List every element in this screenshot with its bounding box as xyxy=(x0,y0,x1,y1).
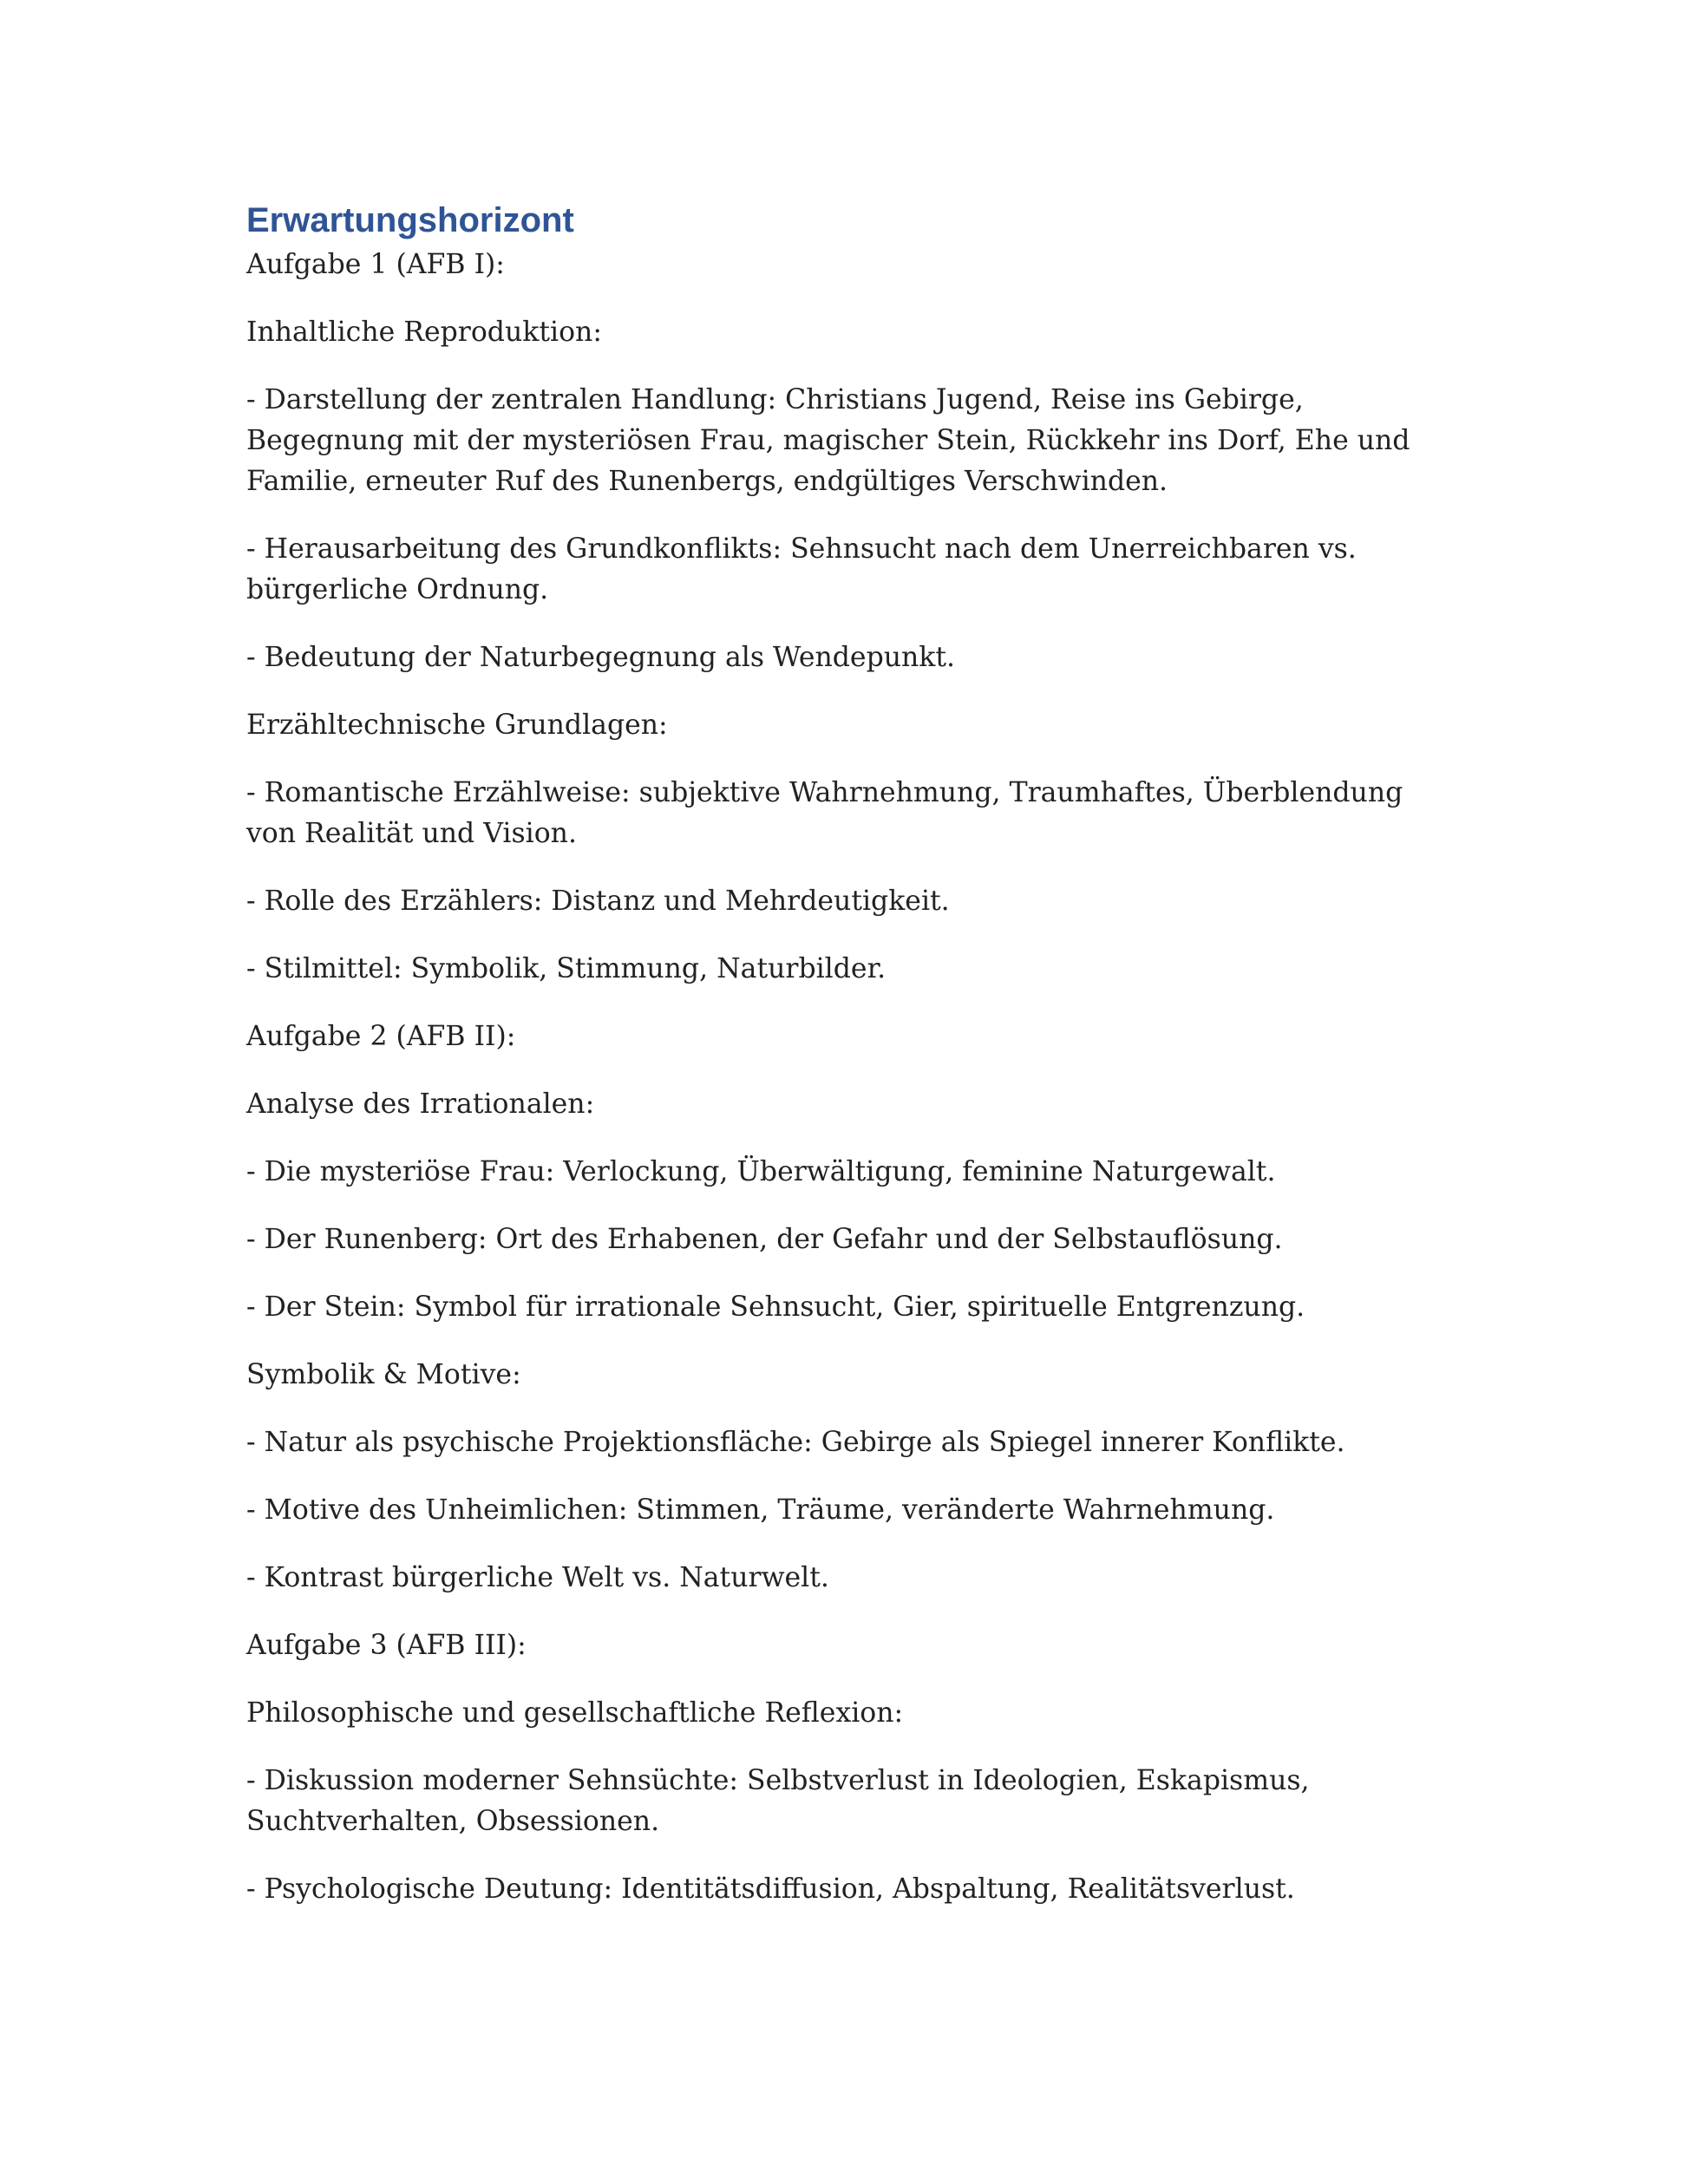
paragraph-symbolism-motifs: Symbolik & Motive: xyxy=(246,1359,521,1390)
paragraph-uncanny-motifs: - Motive des Unheimlichen: Stimmen, Träume, veränderte Wahrnehmung. xyxy=(246,1494,1275,1526)
paragraph-modern-longings: - Diskussion moderner Sehnsüchte: Selbstverlust in Ideologien, Eskapismus, Suchtverhalten, Obsessionen. xyxy=(246,1765,1310,1837)
paragraph-psychological-interpretation: - Psychologische Deutung: Identitätsdiffusion, Abspaltung, Realitätsverlust. xyxy=(246,1873,1295,1905)
paragraph-mysterious-woman: - Die mysteriöse Frau: Verlockung, Überwältigung, feminine Naturgewalt. xyxy=(246,1156,1276,1187)
paragraph-plot-summary: - Darstellung der zentralen Handlung: Christians Jugend, Reise ins Gebirge, Begegnung mit der mysteriösen Frau, magischer Stein, Rückkehr ins Dorf, Ehe und Familie, erneuter Ruf des Runenbergs, endgültiges Verschwinden. xyxy=(246,384,1410,497)
paragraph-task2-title: Aufgabe 2 (AFB II): xyxy=(246,1021,516,1052)
paragraph-reflection: Philosophische und gesellschaftliche Reflexion: xyxy=(246,1697,904,1729)
paragraph-nature-projection: - Natur als psychische Projektionsfläche: Gebirge als Spiegel innerer Konflikte. xyxy=(246,1427,1345,1458)
paragraph-basic-conflict: - Herausarbeitung des Grundkonflikts: Sehnsucht nach dem Unerreichbaren vs. bürgerliche Ordnung. xyxy=(246,533,1357,605)
paragraph-nature-encounter: - Bedeutung der Naturbegegnung als Wendepunkt. xyxy=(246,642,956,673)
document-content xyxy=(246,196,1461,1910)
paragraph-narrator-role: - Rolle des Erzählers: Distanz und Mehrdeutigkeit. xyxy=(246,886,950,917)
paragraph-stylistic-devices: - Stilmittel: Symbolik, Stimmung, Naturbilder. xyxy=(246,953,887,984)
paragraph-irrational-analysis: Analyse des Irrationalen: xyxy=(246,1089,595,1120)
paragraph-content-reproduction: Inhaltliche Reproduktion: xyxy=(246,317,602,348)
paragraph-romantic-narration: - Romantische Erzählweise: subjektive Wahrnehmung, Traumhaftes, Überblendung von Realität und Vision. xyxy=(246,777,1403,849)
paragraph-stone: - Der Stein: Symbol für irrationale Sehnsucht, Gier, spirituelle Entgrenzung. xyxy=(246,1291,1305,1323)
paragraph-contrast: - Kontrast bürgerliche Welt vs. Naturwelt. xyxy=(246,1562,829,1593)
document-heading: Erwartungshorizont xyxy=(246,201,574,239)
paragraph-narrative-basics: Erzähltechnische Grundlagen: xyxy=(246,709,668,741)
paragraph-runenberg: - Der Runenberg: Ort des Erhabenen, der Gefahr und der Selbstauflösung. xyxy=(246,1224,1283,1255)
paragraph-task1-title: Aufgabe 1 (AFB I): xyxy=(246,249,505,280)
paragraph-task3-title: Aufgabe 3 (AFB III): xyxy=(246,1630,527,1661)
